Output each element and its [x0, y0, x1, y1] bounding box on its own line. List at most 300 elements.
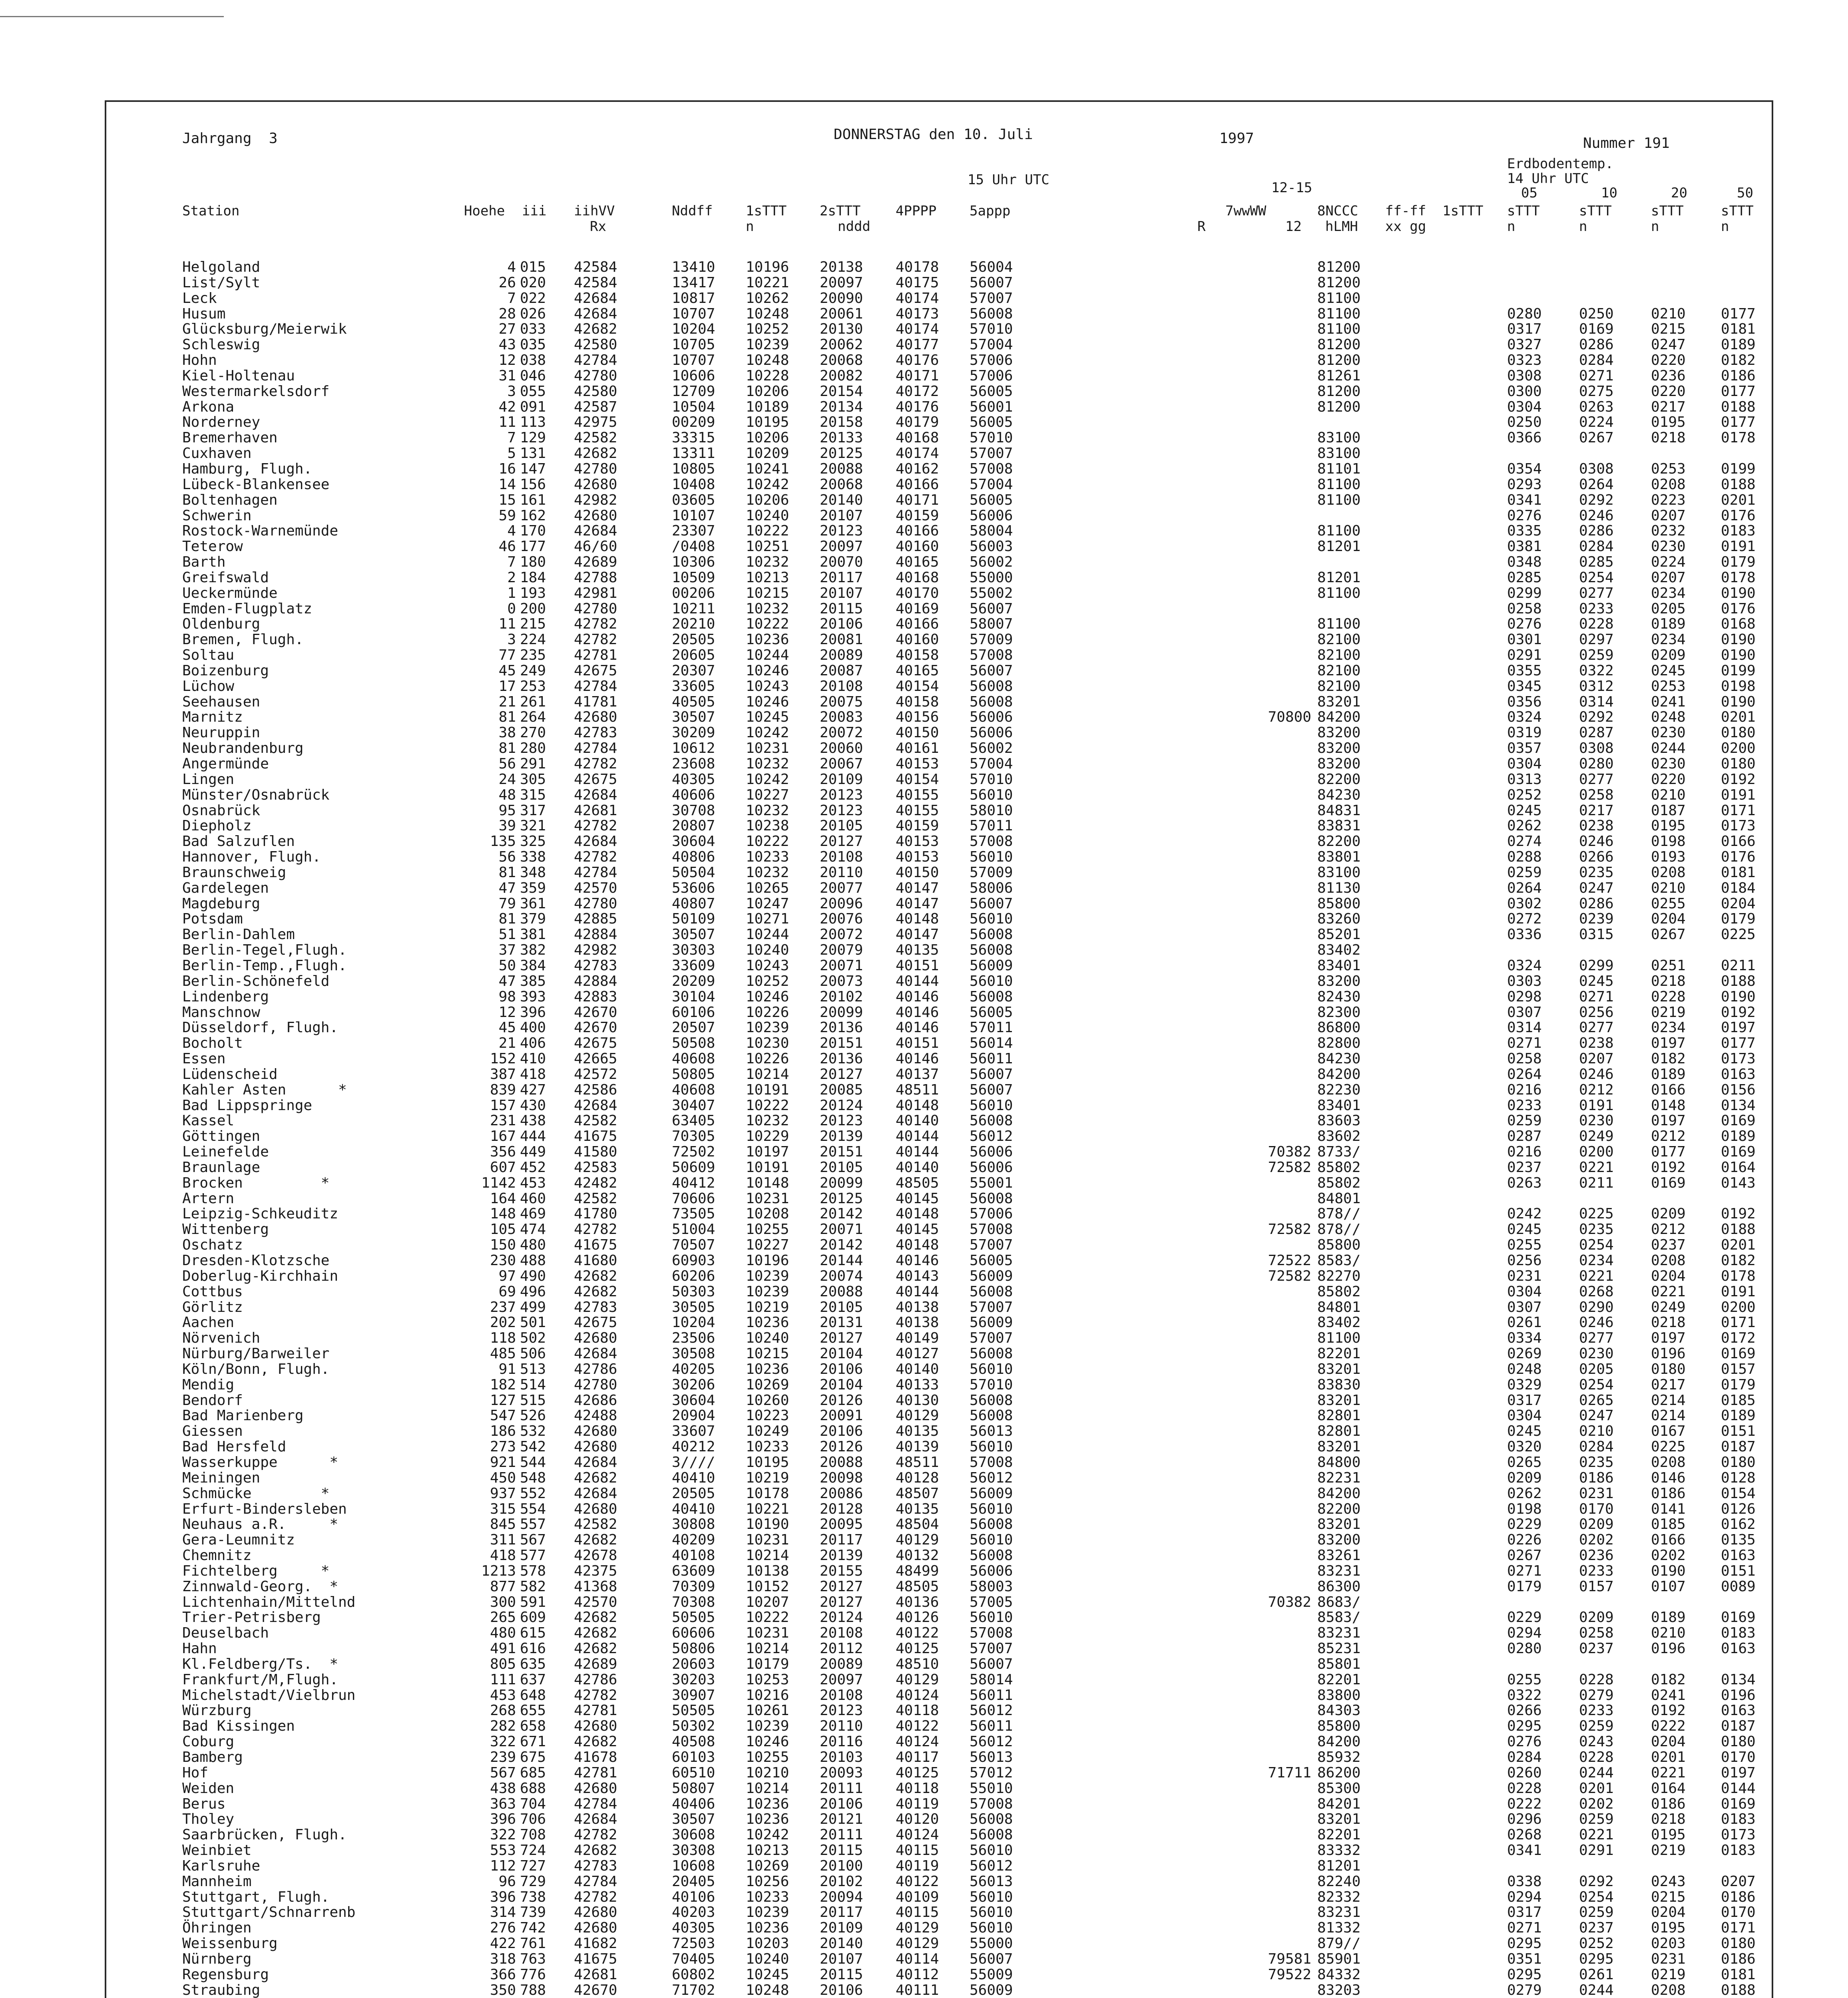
soil-temp-value: 0187 [1651, 802, 1686, 819]
ncc-value: 878// [1317, 1206, 1361, 1222]
iihvv-value: 42689 [574, 554, 617, 571]
pppp-value: 40155 [896, 802, 939, 819]
nddff-value: 50109 [672, 911, 715, 927]
appp-value: 56006 [970, 1159, 1013, 1176]
table-row [106, 1129, 1772, 1144]
table-row [106, 989, 1772, 1005]
ncc-value: 81201 [1317, 569, 1361, 586]
appp-value: 57008 [970, 833, 1013, 850]
soil-temp-value: 0354 [1507, 460, 1542, 477]
iihvv-value: 42782 [574, 1221, 617, 1238]
soil-temp-value: 0209 [1579, 1609, 1614, 1626]
td-value: 20071 [820, 1221, 863, 1238]
station-name: Lichtenhain/Mittelnd [182, 1594, 356, 1610]
soil-temp-value: 0196 [1651, 1640, 1686, 1657]
soil-temp-value: 0246 [1579, 833, 1614, 850]
pppp-value: 40166 [896, 616, 939, 633]
soil-temp-value: 0245 [1507, 1423, 1542, 1440]
soil-temp-value: 0180 [1721, 724, 1756, 741]
appp-value: 57008 [970, 647, 1013, 664]
iihvv-value: 42883 [574, 988, 617, 1005]
soil-temp-value: 0183 [1721, 523, 1756, 539]
ncc-value: 82100 [1317, 631, 1361, 648]
pppp-value: 40171 [896, 492, 939, 508]
hoehe-value: 27 [498, 321, 516, 338]
table-row [106, 291, 1772, 306]
soil-temp-value: 0211 [1721, 957, 1756, 974]
soil-temp-value: 0167 [1651, 1423, 1686, 1440]
ts-value: 10236 [746, 1795, 789, 1812]
soil-temp-value: 0141 [1651, 1500, 1686, 1517]
table-row [106, 586, 1772, 601]
td-value: 20076 [820, 911, 863, 927]
ts-value: 10236 [746, 1361, 789, 1377]
hoehe-value: 26 [498, 274, 516, 291]
iii-value: 249 [520, 662, 546, 679]
hoehe-value: 350 [490, 1982, 516, 1998]
col-station: Station [182, 203, 240, 219]
hoehe-value: 31 [498, 367, 516, 384]
hoehe-value: 322 [490, 1733, 516, 1750]
pppp-value: 48504 [896, 1516, 939, 1533]
iihvv-value: 42582 [574, 1190, 617, 1207]
td-value: 20081 [820, 631, 863, 648]
soil-temp-value: 0245 [1507, 1221, 1542, 1238]
nddff-value: 10204 [672, 321, 715, 338]
soil-temp-value: 0188 [1721, 398, 1756, 415]
table-row [106, 617, 1772, 632]
station-name: Norderney [182, 414, 261, 431]
soil-temp-value: 0135 [1721, 1532, 1756, 1548]
appp-value: 56007 [970, 662, 1013, 679]
td-value: 20100 [820, 1857, 863, 1874]
iihvv-value: 42488 [574, 1407, 617, 1424]
soil-temp-value: 0217 [1651, 398, 1686, 415]
ts-value: 10239 [746, 1283, 789, 1300]
table-row [106, 1300, 1772, 1315]
table-row [106, 1144, 1772, 1160]
table-row [106, 508, 1772, 524]
pppp-value: 48511 [896, 1081, 939, 1098]
station-name: Nörvenich [182, 1330, 261, 1347]
table-row [106, 896, 1772, 912]
iihvv-value: 42670 [574, 1982, 617, 1998]
soil-temp-value: 0180 [1721, 1733, 1756, 1750]
soil-temp-value: 0229 [1507, 1609, 1542, 1626]
soil-temp-value: 0208 [1651, 1982, 1686, 1998]
appp-value: 55000 [970, 1935, 1013, 1952]
iihvv-value: 42665 [574, 1051, 617, 1067]
soil-temp-value: 0171 [1721, 802, 1756, 819]
ts-value: 10222 [746, 616, 789, 633]
td-value: 20107 [820, 1950, 863, 1967]
soil-temp-value: 0292 [1579, 492, 1614, 508]
td-value: 20061 [820, 305, 863, 322]
ts-value: 10216 [746, 1687, 789, 1703]
iihvv-value: 42784 [574, 1795, 617, 1812]
soil-temp-value: 0210 [1651, 786, 1686, 803]
nddff-value: 50303 [672, 1283, 715, 1300]
ncc-value: 81200 [1317, 398, 1361, 415]
table-row [106, 1657, 1772, 1672]
nddff-value: 63609 [672, 1562, 715, 1579]
ts-value: 10148 [746, 1174, 789, 1191]
pppp-value: 40148 [896, 911, 939, 927]
station-name: Berlin-Schönefeld [182, 973, 330, 989]
soil-temp-value: 0222 [1651, 1718, 1686, 1735]
soil-temp-value: 0341 [1507, 1842, 1542, 1859]
appp-value: 56007 [970, 1066, 1013, 1083]
soil-temp-value: 0313 [1507, 771, 1542, 788]
pppp-value: 40161 [896, 740, 939, 757]
soil-temp-value: 0219 [1651, 1004, 1686, 1021]
ts-value: 10230 [746, 1035, 789, 1052]
soil-temp-value: 0185 [1721, 1392, 1756, 1409]
ncc-value: 85201 [1317, 926, 1361, 943]
nddff-value: 30407 [672, 1097, 715, 1114]
nddff-value: 20807 [672, 818, 715, 834]
iihvv-value: 42670 [574, 1004, 617, 1021]
col-ts-sub: n [746, 219, 754, 235]
ncc-value: 83200 [1317, 1532, 1361, 1548]
nddff-value: 40212 [672, 1439, 715, 1455]
iii-value: 616 [520, 1640, 546, 1657]
nddff-value: 33315 [672, 430, 715, 446]
iii-value: 706 [520, 1811, 546, 1828]
hoehe-value: 186 [490, 1423, 516, 1440]
iihvv-value: 42680 [574, 476, 617, 493]
station-name: Cuxhaven [182, 445, 252, 462]
hoehe-value: 0 [507, 600, 516, 617]
station-name: Boizenburg [182, 662, 269, 679]
iihvv-value: 42884 [574, 973, 617, 989]
iihvv-value: 42680 [574, 709, 617, 726]
hoehe-value: 81 [498, 911, 516, 927]
nddff-value: 50505 [672, 1609, 715, 1626]
station-name: Zinnwald-Georg. * [182, 1578, 339, 1595]
td-value: 20105 [820, 818, 863, 834]
iii-value: 514 [520, 1376, 546, 1393]
table-row [106, 384, 1772, 400]
iii-value: 430 [520, 1097, 546, 1114]
soil-temp-value: 0230 [1651, 756, 1686, 772]
table-row [106, 260, 1772, 275]
soil-temp-value: 0163 [1721, 1547, 1756, 1564]
soil-temp-value: 0290 [1579, 1299, 1614, 1315]
appp-value: 56013 [970, 1749, 1013, 1765]
appp-value: 56010 [970, 1904, 1013, 1921]
table-row [106, 788, 1772, 803]
soil-temp-value: 0272 [1507, 911, 1542, 927]
soil-temp-value: 0223 [1651, 492, 1686, 508]
iii-value: 261 [520, 693, 546, 710]
hoehe-value: 182 [490, 1376, 516, 1393]
station-name: Ueckermünde [182, 585, 278, 601]
iii-value: 193 [520, 585, 546, 601]
station-table [106, 260, 1772, 1998]
ncc-value: 85800 [1317, 895, 1361, 912]
soil-temp-value: 0166 [1721, 833, 1756, 850]
nddff-value: 60206 [672, 1268, 715, 1284]
soil-temp-value: 0259 [1507, 864, 1542, 881]
appp-value: 56010 [970, 1842, 1013, 1859]
soil-temp-value: 0291 [1579, 1842, 1614, 1859]
nummer-label: Nummer 191 [1583, 135, 1670, 151]
iii-value: 035 [520, 336, 546, 353]
pppp-value: 40143 [896, 1268, 939, 1284]
appp-value: 56007 [970, 895, 1013, 912]
td-value: 20127 [820, 1594, 863, 1610]
table-row [106, 1765, 1772, 1781]
appp-value: 57006 [970, 1206, 1013, 1222]
iii-value: 724 [520, 1842, 546, 1859]
soil-temp-value: 0207 [1721, 1873, 1756, 1890]
ts-value: 10179 [746, 1656, 789, 1672]
table-row [106, 1238, 1772, 1253]
iihvv-value: 42586 [574, 1081, 617, 1098]
iii-value: 496 [520, 1283, 546, 1300]
iihvv-value: 42982 [574, 492, 617, 508]
soil-temp-value: 0202 [1579, 1795, 1614, 1812]
soil-temp-value: 0263 [1579, 398, 1614, 415]
iii-value: 020 [520, 274, 546, 291]
soil-temp-value: 0237 [1651, 1237, 1686, 1254]
station-name: Straubing [182, 1982, 261, 1998]
soil-temp-value: 0276 [1507, 616, 1542, 633]
depth-05: 05 [1521, 185, 1537, 201]
td-value: 20117 [820, 1904, 863, 1921]
hoehe-value: 231 [490, 1112, 516, 1129]
soil-temp-value: 0169 [1721, 1144, 1756, 1160]
ts-value: 10240 [746, 1330, 789, 1347]
appp-value: 55002 [970, 585, 1013, 601]
iihvv-value: 42781 [574, 1702, 617, 1719]
td-value: 20115 [820, 1966, 863, 1983]
soil-temp-value: 0209 [1651, 1206, 1686, 1222]
ncc-value: 83602 [1317, 1128, 1361, 1145]
soil-temp-value: 0204 [1651, 1733, 1686, 1750]
hoehe-value: 7 [507, 554, 516, 571]
nddff-value: 40412 [672, 1174, 715, 1191]
soil-temp-value: 0157 [1721, 1361, 1756, 1377]
iii-value: 270 [520, 724, 546, 741]
ts-value: 10223 [746, 1407, 789, 1424]
nddff-value: 40108 [672, 1547, 715, 1564]
pppp-value: 40119 [896, 1857, 939, 1874]
soil-temp-value: 0198 [1721, 678, 1756, 695]
hoehe-value: 91 [498, 1361, 516, 1377]
ncc-value: 82270 [1317, 1268, 1361, 1284]
appp-value: 56009 [970, 957, 1013, 974]
soil-temp-value: 0188 [1721, 476, 1756, 493]
nddff-value: 40209 [672, 1532, 715, 1548]
soil-temp-value: 0279 [1507, 1982, 1542, 1998]
soil-temp-value: 0178 [1721, 430, 1756, 446]
soil-temp-value: 0230 [1651, 724, 1686, 741]
station-name: Helgoland [182, 259, 261, 275]
td-value: 20124 [820, 1609, 863, 1626]
pppp-value: 48505 [896, 1578, 939, 1595]
nddff-value: 10612 [672, 740, 715, 757]
iihvv-value: 42884 [574, 926, 617, 943]
table-row [106, 1952, 1772, 1967]
soil-temp-value: 0317 [1507, 1392, 1542, 1409]
soil-temp-value: 0285 [1507, 569, 1542, 586]
nddff-value: 40410 [672, 1500, 715, 1517]
soil-temp-value: 0217 [1651, 1376, 1686, 1393]
hoehe-value: 148 [490, 1206, 516, 1222]
nddff-value: 70507 [672, 1237, 715, 1254]
soil-temp-value: 0189 [1721, 1128, 1756, 1145]
soil-temp-value: 0177 [1721, 305, 1756, 322]
iii-value: 515 [520, 1392, 546, 1409]
appp-value: 56008 [970, 1283, 1013, 1300]
iihvv-value: 42570 [574, 880, 617, 896]
iii-value: 788 [520, 1982, 546, 1998]
station-name: Bad Kissingen [182, 1718, 295, 1735]
pppp-value: 40128 [896, 1469, 939, 1486]
soil-temp-value: 0233 [1507, 1097, 1542, 1114]
soil-temp-value: 0180 [1721, 1454, 1756, 1471]
pppp-value: 40170 [896, 585, 939, 601]
hoehe-value: 105 [490, 1221, 516, 1238]
soil-temp-value: 0191 [1579, 1097, 1614, 1114]
iihvv-value: 42582 [574, 430, 617, 446]
pppp-value: 40176 [896, 398, 939, 415]
ts-value: 10239 [746, 1019, 789, 1036]
td-value: 20126 [820, 1439, 863, 1455]
td-value: 20116 [820, 1733, 863, 1750]
table-row [106, 1206, 1772, 1222]
pppp-value: 40155 [896, 786, 939, 803]
iii-value: 708 [520, 1827, 546, 1843]
td-value: 20097 [820, 538, 863, 555]
table-row [106, 306, 1772, 322]
iihvv-value: 42780 [574, 895, 617, 912]
table-row [106, 818, 1772, 834]
ts-value: 10240 [746, 1950, 789, 1967]
soil-temp-value: 0169 [1721, 1112, 1756, 1129]
iii-value: 460 [520, 1190, 546, 1207]
ncc-value: 81100 [1317, 1330, 1361, 1347]
appp-value: 57007 [970, 1237, 1013, 1254]
ncc-value: 81261 [1317, 367, 1361, 384]
td-value: 20107 [820, 585, 863, 601]
td-value: 20095 [820, 1516, 863, 1533]
soil-temp-value: 0225 [1721, 926, 1756, 943]
soil-temp-value: 0189 [1651, 1609, 1686, 1626]
ncc-value: 82201 [1317, 1671, 1361, 1688]
iihvv-value: 42780 [574, 367, 617, 384]
nddff-value: 40305 [672, 1920, 715, 1936]
pppp-value: 40176 [896, 352, 939, 369]
appp-value: 56010 [970, 1097, 1013, 1114]
iii-value: 449 [520, 1144, 546, 1160]
iii-value: 033 [520, 321, 546, 338]
appp-value: 57012 [970, 1764, 1013, 1781]
soil-temp-value: 0265 [1507, 1454, 1542, 1471]
ncc-value: 84332 [1317, 1966, 1361, 1983]
td-value: 20093 [820, 1764, 863, 1781]
appp-value: 57010 [970, 321, 1013, 338]
pppp-value: 40172 [896, 383, 939, 400]
soil-temp-value: 0301 [1507, 631, 1542, 648]
td-value: 20094 [820, 1889, 863, 1905]
pppp-value: 40150 [896, 724, 939, 741]
table-row [106, 1843, 1772, 1859]
hoehe-value: 51 [498, 926, 516, 943]
iii-value: 490 [520, 1268, 546, 1284]
soil-temp-value: 0181 [1721, 321, 1756, 338]
ts-value: 10219 [746, 1299, 789, 1315]
pppp-value: 40138 [896, 1314, 939, 1331]
soil-temp-value: 0180 [1651, 1361, 1686, 1377]
pppp-value: 40156 [896, 709, 939, 726]
appp-value: 57008 [970, 1221, 1013, 1238]
soil-temp-value: 0366 [1507, 430, 1542, 446]
pppp-value: 40129 [896, 1920, 939, 1936]
table-row [106, 1346, 1772, 1362]
station-name: Teterow [182, 538, 243, 555]
soil-temp-value: 0195 [1651, 1827, 1686, 1843]
nddff-value: 30508 [672, 1345, 715, 1362]
td-value: 20104 [820, 1376, 863, 1393]
nddff-value: 10408 [672, 476, 715, 493]
ts-value: 10222 [746, 1097, 789, 1114]
nddff-value: 23608 [672, 756, 715, 772]
nddff-value: 40203 [672, 1904, 715, 1921]
appp-value: 56008 [970, 1516, 1013, 1533]
pppp-value: 40173 [896, 305, 939, 322]
nddff-value: 30203 [672, 1671, 715, 1688]
iii-value: 046 [520, 367, 546, 384]
soil-temp-value: 0236 [1651, 367, 1686, 384]
soil-temp-value: 0277 [1579, 771, 1614, 788]
nddff-value: 50505 [672, 1702, 715, 1719]
iii-value: 738 [520, 1889, 546, 1905]
iii-value: 635 [520, 1656, 546, 1672]
ts-value: 10203 [746, 1935, 789, 1952]
hoehe-value: 167 [490, 1128, 516, 1145]
pppp-value: 40169 [896, 600, 939, 617]
table-row [106, 1983, 1772, 1998]
ncc-value: 84303 [1317, 1702, 1361, 1719]
soil-temp-value: 0207 [1651, 569, 1686, 586]
ts-value: 10228 [746, 367, 789, 384]
soil-temp-value: 0143 [1721, 1174, 1756, 1191]
ncc-value: 83201 [1317, 1439, 1361, 1455]
hoehe-value: 805 [490, 1656, 516, 1672]
ncc-value: 81200 [1317, 383, 1361, 400]
soil-temp-value: 0162 [1721, 1516, 1756, 1533]
ts-value: 10260 [746, 1392, 789, 1409]
appp-value: 56011 [970, 1687, 1013, 1703]
nddff-value: 13410 [672, 259, 715, 275]
soil-temp-value: 0285 [1579, 554, 1614, 571]
ncc-value: 82100 [1317, 647, 1361, 664]
pppp-value: 40154 [896, 771, 939, 788]
appp-value: 56010 [970, 1361, 1013, 1377]
soil-temp-value: 0177 [1721, 414, 1756, 431]
ts-value: 10247 [746, 895, 789, 912]
col-td-sub: nddd [838, 219, 870, 235]
soil-temp-value: 0246 [1579, 507, 1614, 524]
iii-value: 359 [520, 880, 546, 896]
hoehe-value: 300 [490, 1594, 516, 1610]
pppp-value: 40120 [896, 1811, 939, 1828]
td-value: 20072 [820, 926, 863, 943]
td-value: 20154 [820, 383, 863, 400]
